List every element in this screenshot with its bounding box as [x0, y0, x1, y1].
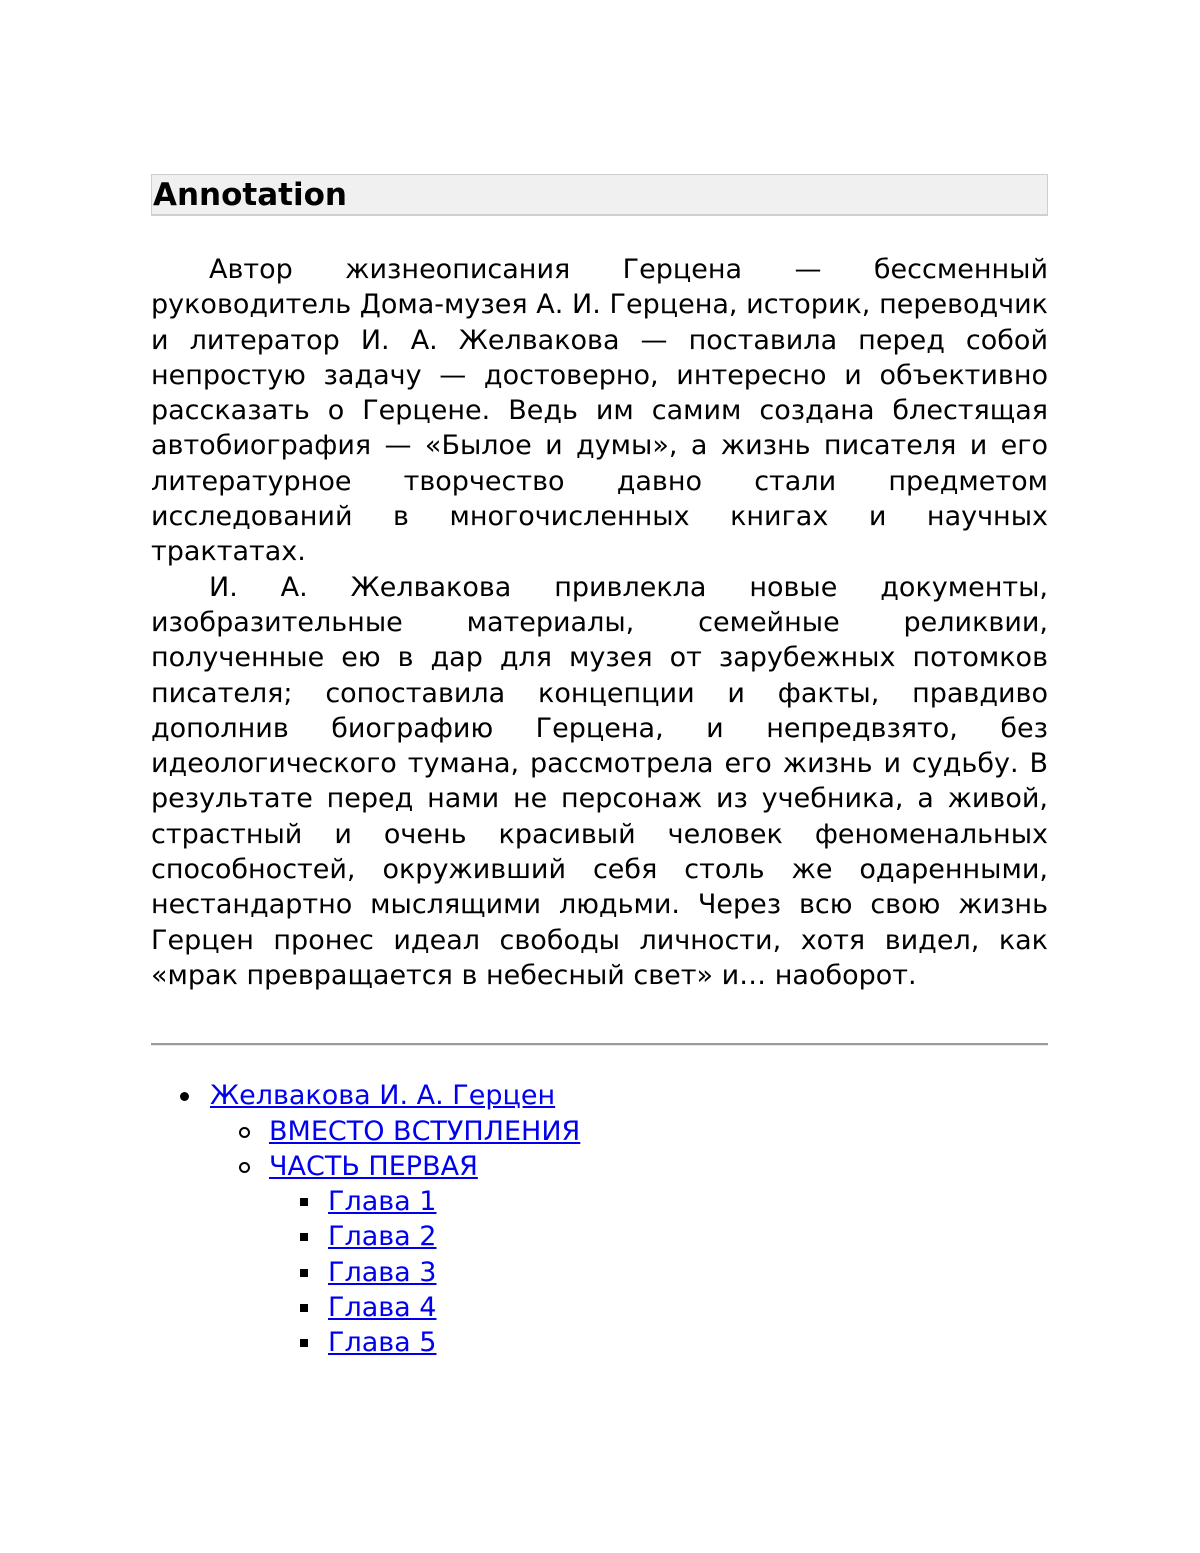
document-page: [151, 174, 1048, 1361]
toc-chapter-link[interactable]: Глава 1: [328, 1186, 437, 1217]
annotation-heading: Annotation: [151, 174, 1048, 216]
toc-book-link[interactable]: Желвакова И. А. Герцен: [210, 1080, 555, 1111]
toc-chapter-link[interactable]: Глава 3: [328, 1257, 437, 1288]
toc-chapter-link[interactable]: Глава 2: [328, 1221, 437, 1252]
circle-bullet-icon: [239, 1162, 250, 1173]
square-bullet-icon: [300, 1198, 308, 1206]
toc-section-link[interactable]: ВМЕСТО ВСТУПЛЕНИЯ: [269, 1116, 580, 1147]
toc-chapter-item: [269, 1255, 1048, 1290]
toc-chapter-item: [269, 1290, 1048, 1325]
toc-chapter-item: [269, 1219, 1048, 1254]
square-bullet-icon: [300, 1339, 308, 1347]
circle-bullet-icon: [239, 1127, 250, 1138]
square-bullet-icon: [300, 1304, 308, 1312]
toc-chapter-link[interactable]: Глава 5: [328, 1327, 437, 1358]
toc-chapter-link[interactable]: Глава 4: [328, 1292, 437, 1323]
annotation-paragraph: И. А. Желвакова привлекла новые документы, изобразительные материалы, семейные реликвии, полученные ею в дар для музея от зарубежных потомков писателя; сопоставила концепции и факты, правдиво дополнив биографию Герцена, и непредвзято, без идеологического тумана, рассмотрела его жизнь и судьбу. В результате перед нами не персонаж из учебника, а живой, страстный и очень красивый человек феноменальных способностей, окруживший себя столь же одаренными, нестандартно мыслящими людьми. Через всю свою жизнь Герцен пронес идеал свободы личности, хотя видел, как «мрак превращается в небесный свет» и… наоборот.: [151, 570, 1048, 994]
toc-section-link[interactable]: ЧАСТЬ ПЕРВАЯ: [269, 1151, 478, 1182]
table-of-contents: [151, 1078, 1048, 1360]
toc-chapter-item: [269, 1325, 1048, 1360]
square-bullet-icon: [300, 1269, 308, 1277]
disc-bullet-icon: [180, 1092, 189, 1101]
toc-chapter-item: [269, 1184, 1048, 1219]
annotation-body: [151, 252, 1048, 993]
annotation-paragraph: Автор жизнеописания Герцена — бессменный руководитель Дома-музея А. И. Герцена, историк, переводчик и литератор И. А. Желвакова — поставила перед собой непростую задачу — достоверно, интересно и объективно рассказать о Герцене. Ведь им самим создана блестящая автобиография — «Былое и думы», а жизнь писателя и его литературное творчество давно стали предметом исследований в многочисленных книгах и научных трактатах.: [151, 252, 1048, 570]
toc-section-item: [210, 1114, 1048, 1149]
toc-book-item: [151, 1078, 1048, 1360]
toc-section-item: [210, 1149, 1048, 1361]
square-bullet-icon: [300, 1233, 308, 1241]
section-divider: [151, 1043, 1048, 1046]
